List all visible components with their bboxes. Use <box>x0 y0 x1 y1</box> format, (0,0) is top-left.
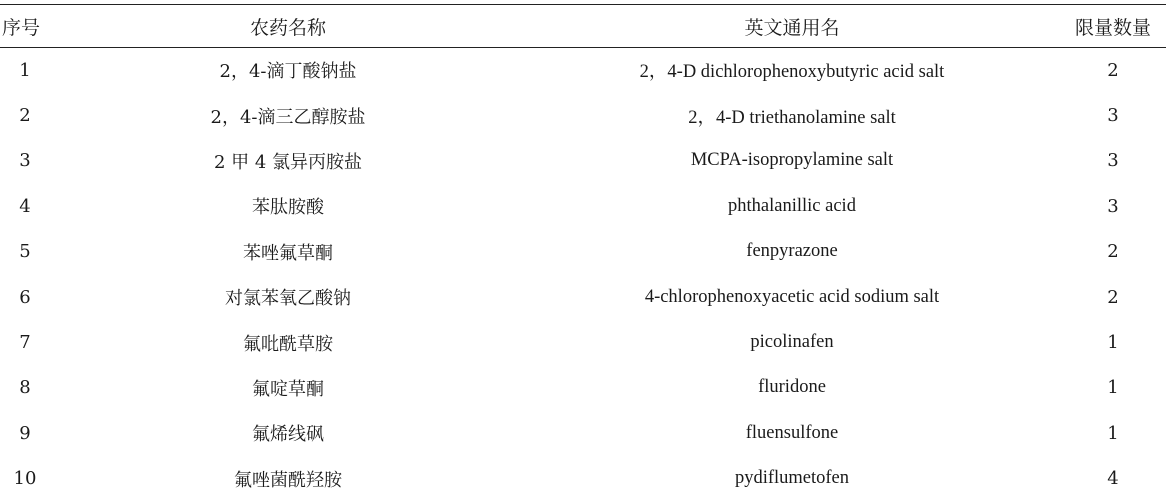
cell-index: 9 <box>0 411 50 456</box>
cell-english-name: fluridone <box>526 365 1058 410</box>
cell-chinese-name: 2，4-滴三乙醇胺盐 <box>50 93 526 138</box>
cell-english-name: pydiflumetofen <box>526 456 1058 501</box>
cell-chinese-name: 氟唑菌酰羟胺 <box>50 456 526 501</box>
cell-limit-count: 3 <box>1058 138 1166 183</box>
cell-english-name: MCPA-isopropylamine salt <box>526 138 1058 183</box>
cell-index: 4 <box>0 184 50 229</box>
table-row <box>0 274 1166 319</box>
cell-chinese-name: 氟啶草酮 <box>50 365 526 410</box>
cell-limit-count: 2 <box>1058 229 1166 274</box>
cell-english-name: 2，4-D triethanolamine salt <box>526 93 1058 138</box>
cell-english-name: phthalanillic acid <box>526 184 1058 229</box>
cell-limit-count: 3 <box>1058 184 1166 229</box>
cell-index: 2 <box>0 93 50 138</box>
table-header <box>0 5 1166 48</box>
header-chinese-name: 农药名称 <box>50 5 526 48</box>
cell-limit-count: 3 <box>1058 93 1166 138</box>
table-row <box>0 411 1166 456</box>
header-english-name: 英文通用名 <box>526 5 1058 48</box>
header-index: 序号 <box>0 5 50 48</box>
cell-index: 7 <box>0 320 50 365</box>
cell-index: 10 <box>0 456 50 501</box>
cell-english-name: fluensulfone <box>526 411 1058 456</box>
cell-index: 1 <box>0 48 50 93</box>
cell-chinese-name: 2 甲 4 氯异丙胺盐 <box>50 138 526 183</box>
cell-chinese-name: 苯唑氟草酮 <box>50 229 526 274</box>
cell-english-name: 2，4-D dichlorophenoxybutyric acid salt <box>526 48 1058 93</box>
pesticide-table <box>0 4 1166 501</box>
cell-chinese-name: 氟烯线砜 <box>50 411 526 456</box>
cell-limit-count: 1 <box>1058 411 1166 456</box>
cell-english-name: picolinafen <box>526 320 1058 365</box>
table-row <box>0 229 1166 274</box>
table-row <box>0 93 1166 138</box>
table-row <box>0 138 1166 183</box>
table-row <box>0 48 1166 93</box>
cell-limit-count: 1 <box>1058 365 1166 410</box>
cell-limit-count: 1 <box>1058 320 1166 365</box>
table-row <box>0 456 1166 501</box>
cell-limit-count: 2 <box>1058 274 1166 319</box>
cell-chinese-name: 氟吡酰草胺 <box>50 320 526 365</box>
cell-chinese-name: 2，4-滴丁酸钠盐 <box>50 48 526 93</box>
cell-index: 6 <box>0 274 50 319</box>
cell-chinese-name: 苯肽胺酸 <box>50 184 526 229</box>
header-limit-count: 限量数量 <box>1058 5 1166 48</box>
cell-index: 8 <box>0 365 50 410</box>
cell-index: 3 <box>0 138 50 183</box>
cell-english-name: 4-chlorophenoxyacetic acid sodium salt <box>526 274 1058 319</box>
header-row <box>0 5 1166 48</box>
table-row <box>0 184 1166 229</box>
cell-index: 5 <box>0 229 50 274</box>
cell-limit-count: 4 <box>1058 456 1166 501</box>
table-row <box>0 365 1166 410</box>
cell-english-name: fenpyrazone <box>526 229 1058 274</box>
cell-chinese-name: 对氯苯氧乙酸钠 <box>50 274 526 319</box>
cell-limit-count: 2 <box>1058 48 1166 93</box>
table-row <box>0 320 1166 365</box>
table-body <box>0 48 1166 501</box>
